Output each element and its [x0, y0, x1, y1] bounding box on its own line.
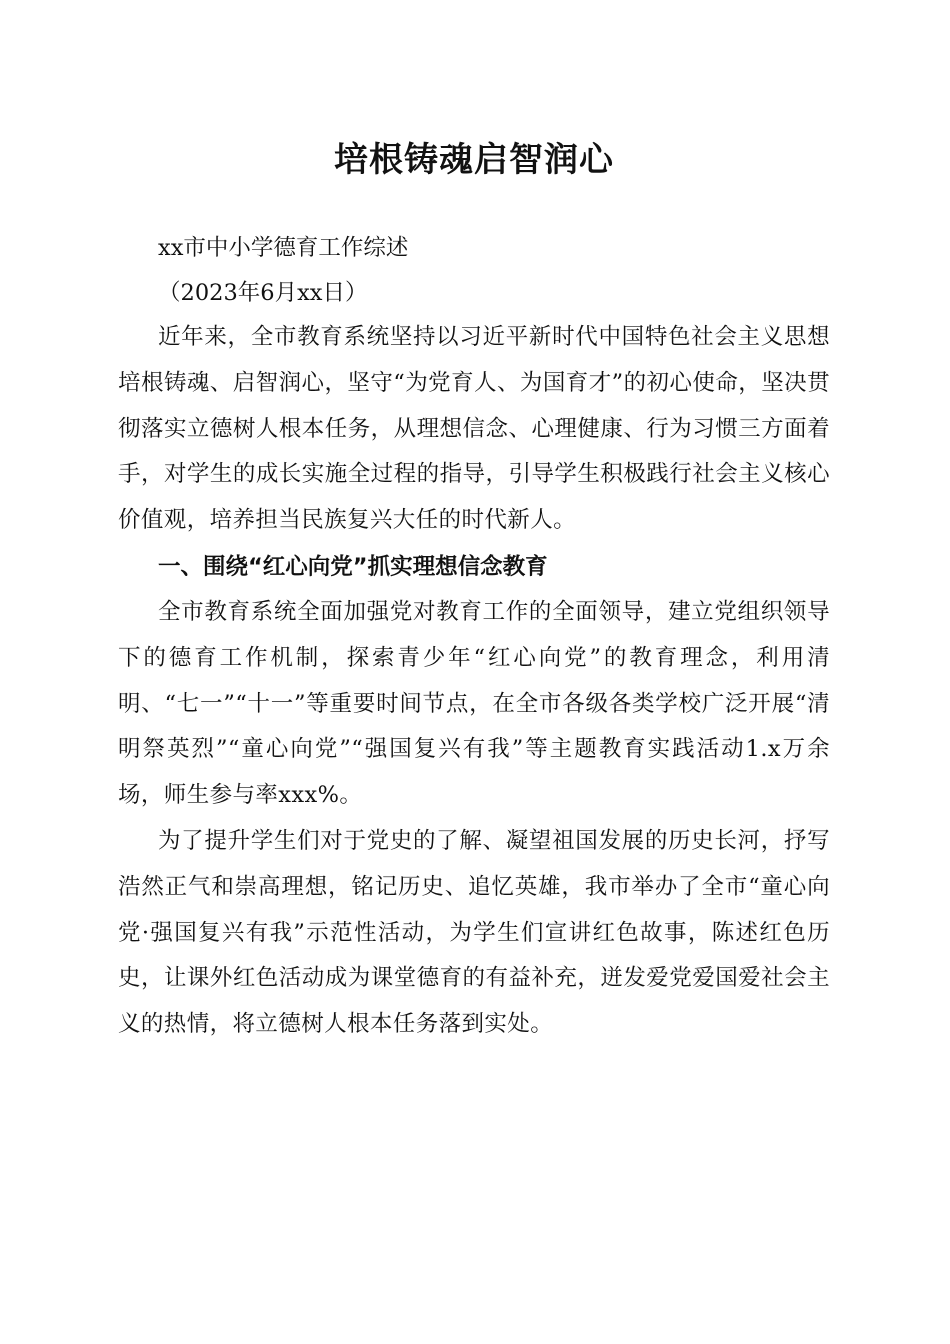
document-subtitle: xx市中小学德育工作综述 — [158, 235, 409, 261]
document-date: （2023年6月xx日） — [158, 279, 368, 306]
document-page — [118, 130, 830, 1048]
document-title: 培根铸魂启智润心 — [334, 140, 614, 180]
body-paragraph: 为了提升学生们对于党史的了解、凝望祖国发展的历史长河，抒写浩然正气和崇高理想，铭记历史、追忆英雄，我市举办了全市“童心向党·强国复兴有我”示范性活动，为学生们宣讲红色故事，陈述红色历史，让课外红色活动成为课堂德育的有益补充，迸发爱党爱国爱社会主义的热情，将立德树人根本任务落到实处。 — [118, 827, 830, 1038]
body-paragraph: 全市教育系统全面加强党对教育工作的全面领导，建立党组织领导下的德育工作机制，探索青少年“红心向党”的教育理念，利用清明、“七一”“十一”等重要时间节点，在全市各级各类学校广泛开展“清明祭英烈”“童心向党”“强国复兴有我”等主题教育实践活动1.x万余场，师生参与率xxx%。 — [118, 598, 830, 809]
section-heading: 一、围绕“红心向党”抓实理想信念教育 — [158, 553, 548, 580]
intro-paragraph: 近年来，全市教育系统坚持以习近平新时代中国特色社会主义思想培根铸魂、启智润心，坚守“为党育人、为国育才”的初心使命，坚决贯彻落实立德树人根本任务，从理想信念、心理健康、行为习惯三方面着手，对学生的成长实施全过程的指导，引导学生积极践行社会主义核心价值观，培养担当民族复兴大任的时代新人。 — [118, 324, 830, 534]
